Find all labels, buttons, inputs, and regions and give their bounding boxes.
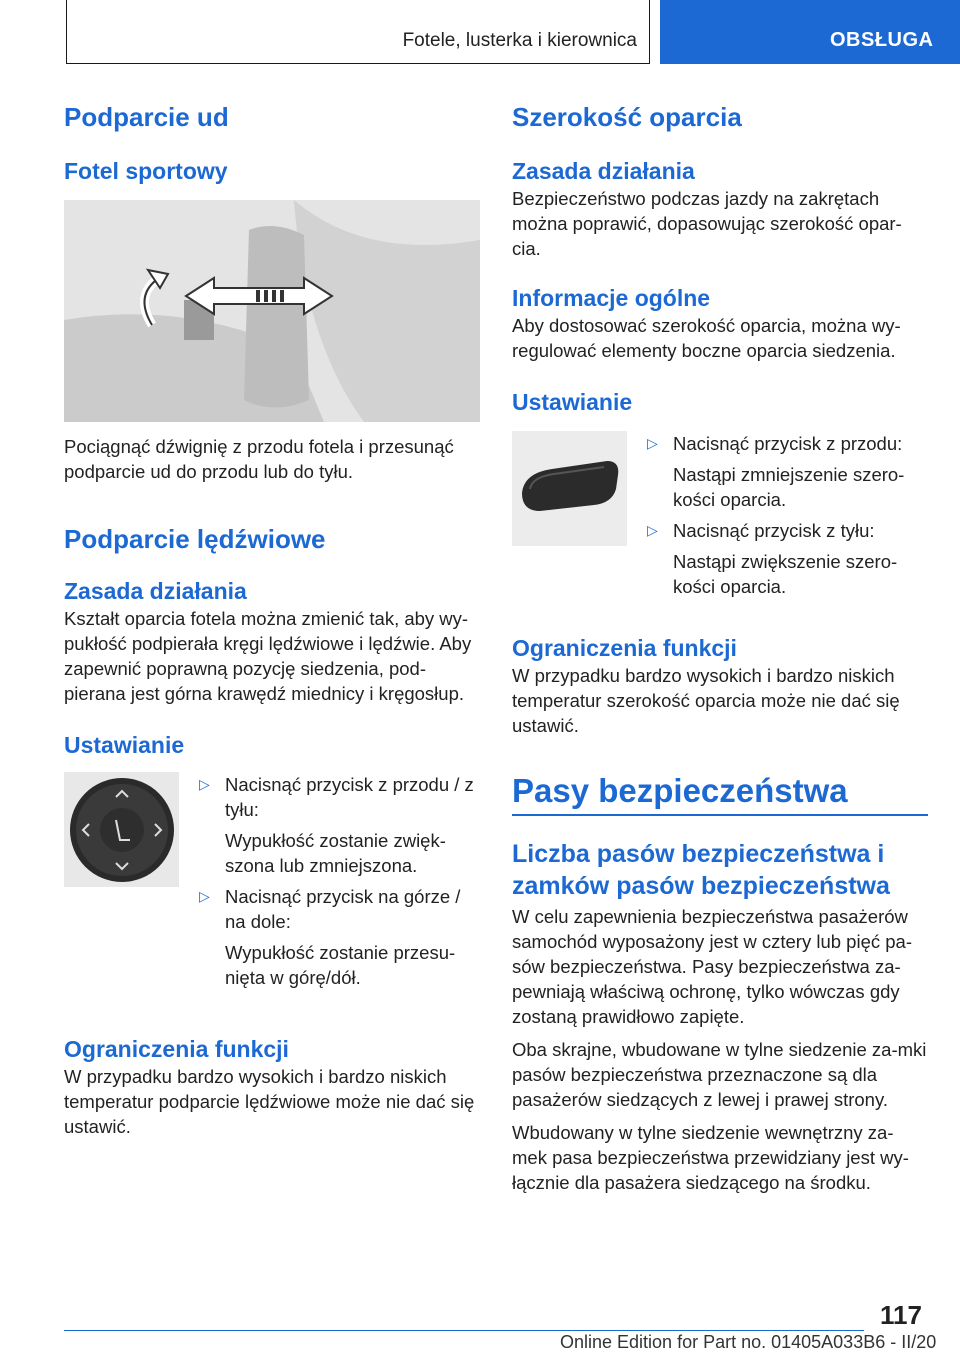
list-item: ▷ Nacisnąć przycisk z tyłu: — [647, 520, 875, 541]
thigh-support-text: Pociągnąć dźwignię z przodu fotela i przesunąć podparcie ud do przodu lub do tyłu. — [64, 436, 454, 482]
list-item-result: Wypukłość zostanie zwięk-szona lub zmniejszona. — [225, 830, 446, 876]
chapter-tab[interactable] — [660, 0, 960, 64]
heading-principle-left: Zasada działania — [64, 578, 247, 604]
heading-lumbar-support: Podparcie lędźwiowe — [64, 524, 326, 554]
heading-principle-right: Zasada działania — [512, 158, 695, 184]
bullet-triangle-icon: ▷ — [199, 776, 210, 792]
general-text: Aby dostosować szerokość oparcia, można wy-regulować elementy boczne oparcia siedzenia. — [512, 315, 901, 361]
heading-thigh-support: Podparcie ud — [64, 102, 229, 132]
right-column — [512, 100, 928, 1195]
heading-setting-left: Ustawianie — [64, 732, 185, 758]
list-item-result: Wypukłość zostanie przesu-nięta w górę/dół. — [225, 942, 456, 988]
belt-paragraph-2: Oba skrajne, wbudowane w tylne siedzenie za-mki pasów bezpieczeństwa przeznaczone są dla pasażerów siedzących z lewej i prawej strony. — [512, 1038, 927, 1110]
list-item: ▷ Nacisnąć przycisk z przodu / z tyłu: — [199, 774, 474, 820]
lumbar-switch-illustration — [64, 772, 179, 887]
section-title: Fotele, lusterka i kierownica — [402, 30, 637, 51]
heading-general-info: Informacje ogólne — [512, 285, 711, 311]
width-setting-list — [647, 431, 928, 599]
list-item-result: Nastąpi zmniejszenie szero-kości oparcia. — [673, 464, 905, 510]
list-item: ▷ Nacisnąć przycisk na górze / na dole: — [199, 886, 461, 932]
seat-illustration — [64, 200, 480, 422]
belt-paragraph-3: Wbudowany w tylne siedzenie wewnętrzny za-mek pasa bezpieczeństwa przewidziany jest wy-łącznie dla pasażera siedzącego na środku. — [512, 1121, 909, 1193]
width-button-illustration — [512, 431, 627, 546]
lumbar-switch-image — [64, 772, 179, 887]
chapter-tab-label: OBSŁUGA — [830, 29, 934, 51]
heading-backrest-width: Szerokość oparcia — [512, 102, 742, 132]
heading-limits-left: Ograniczenia funkcji — [64, 1036, 289, 1062]
section-rule — [512, 814, 928, 816]
heading-limits-right: Ograniczenia funkcji — [512, 635, 737, 661]
bullet-triangle-icon: ▷ — [647, 522, 658, 538]
lumbar-setting-list — [199, 772, 480, 990]
list-item: ▷ Nacisnąć przycisk z przodu: — [647, 433, 903, 454]
page-number: 117 — [880, 1300, 922, 1330]
header-frame — [66, 0, 650, 64]
belt-paragraph-1: W celu zapewnienia bezpieczeństwa pasażerów samochód wyposażony jest w cztery lub pięć pa-sów bezpieczeństwa. Pasy bezpieczeństwa za-pewniają właściwą ochronę, tylko wówczas gdy zostaną prawidłowo zapięte. — [512, 905, 912, 1027]
list-item-result: Nastąpi zwiększenie szero-kości oparcia. — [673, 551, 898, 597]
edition-text: Online Edition for Part no. 01405A033B6 - II/20 — [560, 1332, 937, 1352]
limits-text-right: W przypadku bardzo wysokich i bardzo niskich temperatur szerokość oparcia może nie dać się ustawić. — [512, 665, 900, 736]
lumbar-setting-block — [64, 772, 480, 990]
limits-text-left: W przypadku bardzo wysokich i bardzo niskich temperatur podparcie lędźwiowe może nie dać się ustawić. — [64, 1066, 475, 1137]
heading-setting-right: Ustawianie — [512, 389, 633, 415]
left-column — [64, 100, 480, 1139]
heading-sport-seat: Fotel sportowy — [64, 158, 228, 184]
bullet-triangle-icon: ▷ — [647, 435, 658, 451]
seat-thigh-support-image — [64, 200, 480, 422]
footer-rule — [64, 1330, 864, 1331]
width-setting-block — [512, 431, 928, 599]
heading-belt-count: Liczba pasów bezpieczeństwa i zamków pasów bezpieczeństwa — [512, 839, 890, 900]
heading-seat-belts: Pasy bezpieczeństwa — [512, 772, 848, 809]
width-button-image — [512, 431, 627, 546]
bullet-triangle-icon: ▷ — [199, 888, 210, 904]
principle-text: Bezpieczeństwo podczas jazdy na zakrętach można poprawić, dopasowując szerokość opar-cia. — [512, 188, 902, 259]
lumbar-text: Kształt oparcia fotela można zmienić tak, aby wy-pukłość podpierała kręgi lędźwiowe i lędźwie. Aby zapewnić poprawną pozycję siedzenia, pod-pierana jest górna krawędź miednicy i kręgosłup. — [64, 608, 472, 704]
